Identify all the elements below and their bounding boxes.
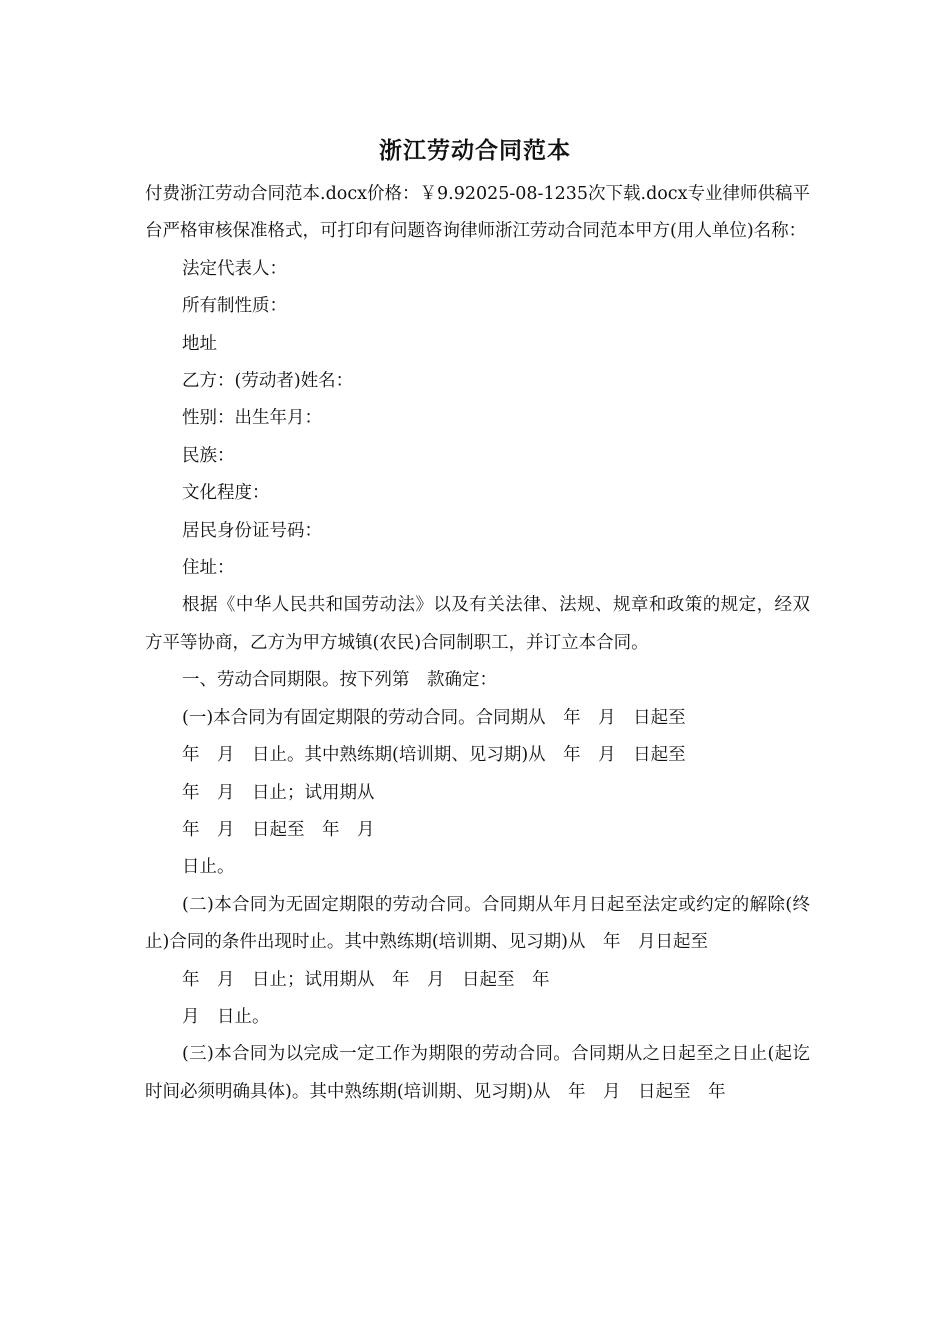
paragraph-residence: 住址： — [182, 558, 235, 579]
paragraph-fixed-term-end: 日止。 — [182, 857, 235, 878]
paragraph-fixed-term-probation: 年 月 日止；试用期从 — [182, 782, 375, 803]
paragraph-education: 文化程度： — [182, 483, 270, 504]
paragraph-address: 地址 — [182, 333, 217, 354]
paragraph-open-term-probation: 年 月 日止；试用期从 年 月 日起至 年 — [182, 969, 550, 990]
document-title: 浙江劳动合同范本 — [379, 137, 571, 164]
document-body — [145, 176, 810, 1111]
paragraph-legal-rep: 法定代表人： — [182, 258, 287, 279]
paragraph-intro: 付费浙江劳动合同范本.docx价格：￥9.92025-08-1235次下载.docx专业律师供稿平台严格审核保准格式，可打印有问题咨询律师浙江劳动合同范本甲方(用人单位)名称： — [145, 184, 810, 242]
paragraph-open-term-end: 月 日止。 — [182, 1006, 270, 1027]
paragraph-section-one: 一、劳动合同期限。按下列第 款确定： — [182, 670, 497, 691]
paragraph-ethnicity: 民族： — [182, 445, 235, 466]
paragraph-party-b-name: 乙方：(劳动者)姓名： — [182, 371, 354, 392]
paragraph-fixed-term-probation-dates: 年 月 日起至 年 月 — [182, 819, 375, 840]
paragraph-basis: 根据《中华人民共和国劳动法》以及有关法律、法规、规章和政策的规定，经双方平等协商，乙方为甲方城镇(农民)合同制职工，并订立本合同。 — [145, 595, 810, 653]
paragraph-ownership: 所有制性质： — [182, 296, 287, 317]
paragraph-id-number: 居民身份证号码： — [182, 520, 322, 541]
paragraph-fixed-term-training: 年 月 日止。其中熟练期(培训期、见习期)从 年 月 日起至 — [182, 745, 686, 766]
paragraph-open-term: (二)本合同为无固定期限的劳动合同。合同期从年月日起至法定或约定的解除(终止)合同的条件出现时止。其中熟练期(培训期、见习期)从 年 月日起至 — [145, 894, 810, 953]
paragraph-fixed-term: (一)本合同为有固定期限的劳动合同。合同期从 年 月 日起至 — [182, 707, 686, 728]
paragraph-gender-birth: 性别：出生年月： — [182, 408, 322, 429]
paragraph-task-term: (三)本合同为以完成一定工作为期限的劳动合同。合同期从之日起至之日止(起讫时间必须明确具体)。其中熟练期(培训期、见习期)从 年 月 日起至 年 — [145, 1044, 810, 1102]
